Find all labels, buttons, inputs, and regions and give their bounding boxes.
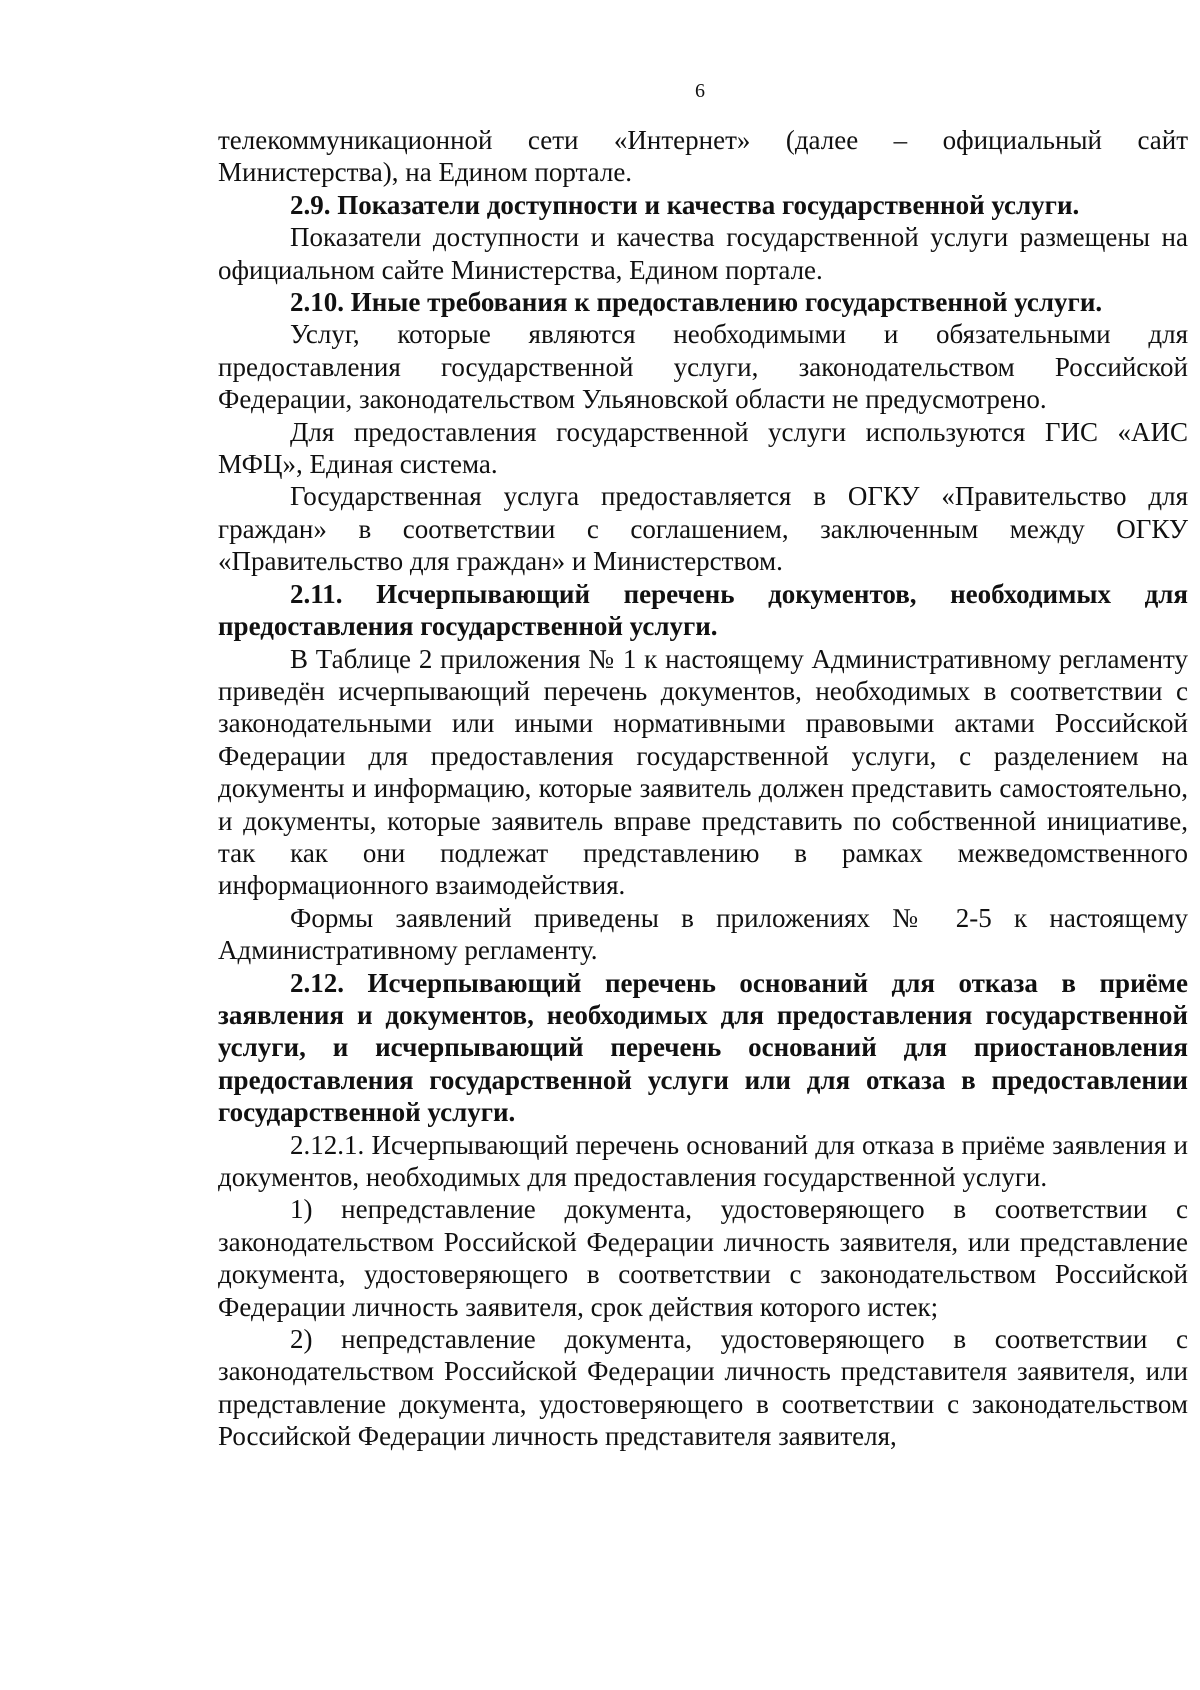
paragraph: Показатели доступности и качества государственной услуги размещены на официальном сайте Министерства, Едином портале.: [218, 222, 1188, 285]
paragraph: Услуг, которые являются необходимыми и обязательными для предоставления государственной услуги, законодательством Российской Федерации, законодательством Ульяновской области не предусмотрено.: [218, 319, 1188, 415]
section-heading-2-12: 2.12. Исчерпывающий перечень оснований для отказа в приёме заявления и документов, необходимых для предоставления государственной услуги, и исчерпывающий перечень оснований для приостановления предоставления государственной услуги или для отказа в предоставлении государственной услуги.: [218, 967, 1188, 1128]
paragraph: В Таблице 2 приложения № 1 к настоящему Административному регламенту приведён исчерпывающий перечень документов, необходимых в соответствии с законодательными или иными нормативными правовыми актами Российской Федерации для предоставления государственной услуги, с разделением на документы и информацию, которые заявитель должен представить самостоятельно, и документы, которые заявитель вправе представить по собственной инициативе, так как они подлежат представлению в рамках межведомственного информационного взаимодействия.: [218, 643, 1188, 901]
section-heading-2-10: 2.10. Иные требования к предоставлению государственной услуги.: [290, 287, 1103, 318]
section-heading-2-11: 2.11. Исчерпывающий перечень документов, необходимых для предоставления государственной услуги.: [218, 578, 1188, 642]
paragraph: Формы заявлений приведены в приложениях № 2-5 к настоящему Административному регламенту.: [218, 902, 1188, 966]
list-item: 1) непредставление документа, удостоверяющего в соответствии с законодательством Российской Федерации личность заявителя, или представление документа, удостоверяющего в соответствии с законодательством Российской Федерации личность заявителя, срок действия которого истек;: [218, 1194, 1188, 1322]
section-heading-2-9: 2.9. Показатели доступности и качества государственной услуги.: [290, 189, 1080, 220]
page-number: 6: [695, 80, 705, 102]
document-body: [218, 124, 1188, 1453]
paragraph: 2.12.1. Исчерпывающий перечень оснований для отказа в приёме заявления и документов, необходимых для предоставления государственной услуги.: [218, 1129, 1188, 1192]
paragraph-continuation: телекоммуникационной сети «Интернет» (далее – официальный сайт Министерства), на Едином портале.: [218, 125, 1188, 188]
paragraph: Для предоставления государственной услуги используются ГИС «АИС МФЦ», Единая система.: [218, 416, 1188, 480]
paragraph: Государственная услуга предоставляется в ОГКУ «Правительство для граждан» в соответствии с соглашением, заключенным между ОГКУ «Правительство для граждан» и Министерством.: [218, 481, 1188, 577]
list-item: 2) непредставление документа, удостоверяющего в соответствии с законодательством Российской Федерации личность представителя заявителя, или представление документа, удостоверяющего в соответствии с законодательством Российской Федерации личность представителя заявителя,: [218, 1324, 1188, 1452]
